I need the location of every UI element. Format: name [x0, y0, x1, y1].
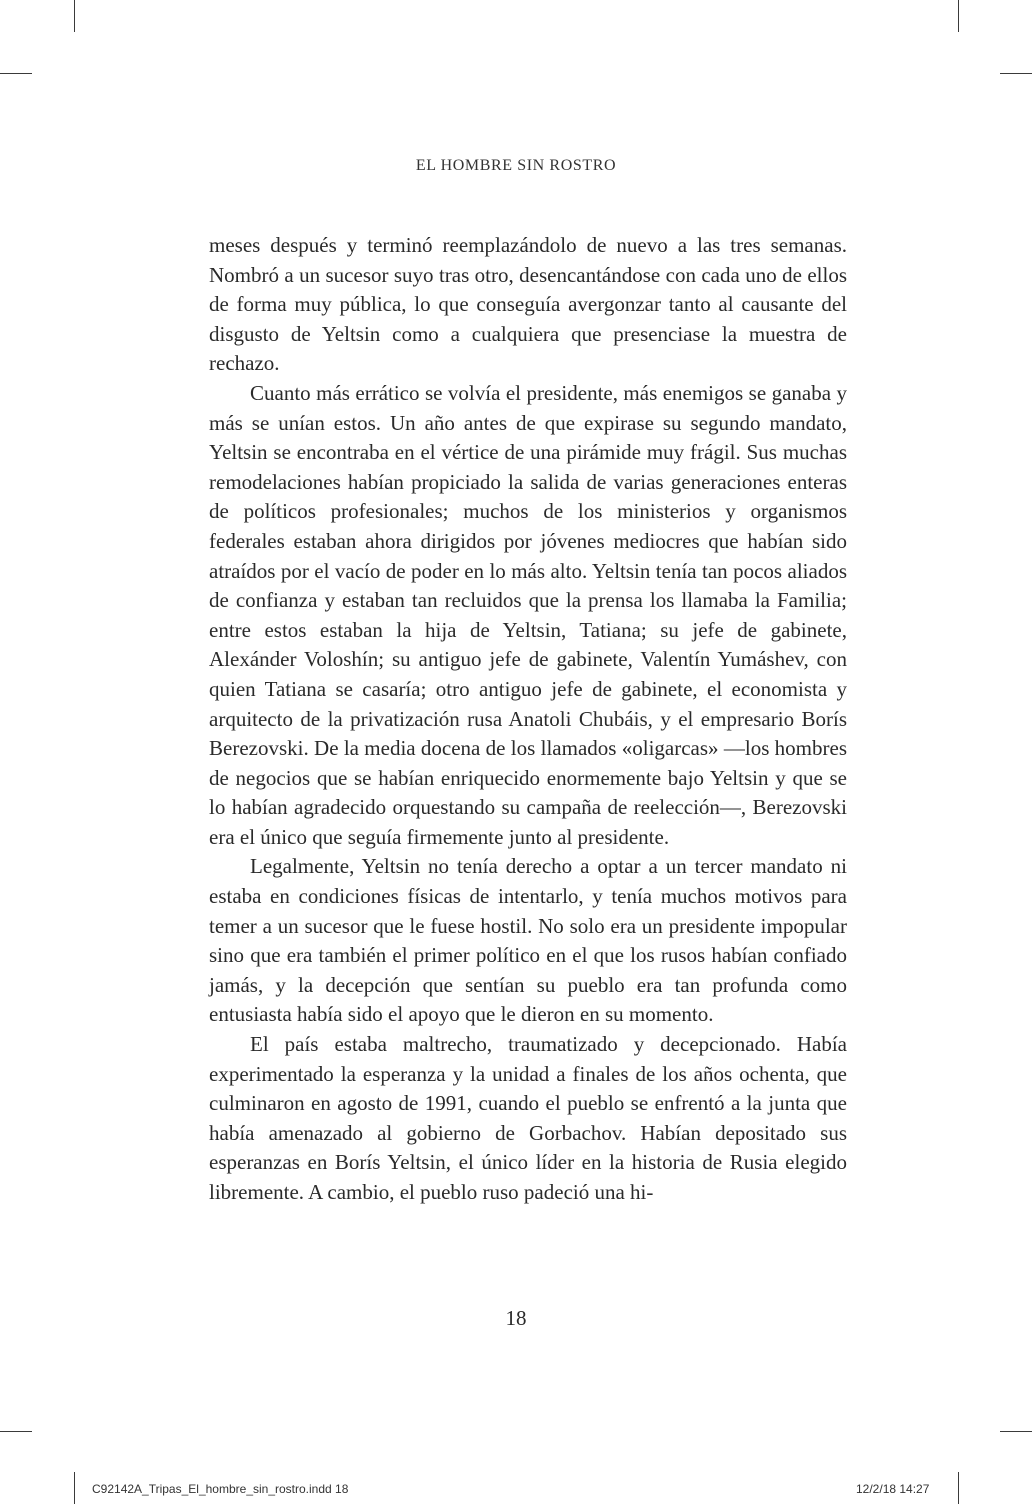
crop-mark-left-top — [0, 73, 32, 74]
paragraph: meses después y terminó reemplazándolo de nuevo a las tres semanas. Nombró a un sucesor suyo tras otro, desencantándose con cada uno de ellos de forma muy pública, lo que conseguía avergonzar tanto al causante del disgusto de Yeltsin como a cualquiera que presenciase la muestra de rechazo. — [209, 233, 847, 376]
crop-mark-bottom-left — [74, 1472, 75, 1504]
paragraph: Cuanto más errático se volvía el presidente, más enemigos se ganaba y más se unían estos. Un año antes de que expirase su segundo mandato, Yeltsin se encontraba en el vértice de una pirámide muy frágil. Sus muchas remodelaciones habían propiciado la salida de varias generaciones enteras de políticos profesionales; muchos de los ministerios y organismos federales estaban ahora dirigidos por jóvenes mediocres que habían sido atraídos por el vacío de poder en lo más alto. Yeltsin tenía tan pocos aliados de confianza y estaban tan recluidos que la prensa los llamaba la Familia; entre estos estaban la hija de Yeltsin, Tatiana; su jefe de gabinete, Alexánder Voloshín; su antiguo jefe de gabinete, Valentín Yumáshev, con quien Tatiana se casaría; otro antiguo jefe de gabinete, el economista y arquitecto de la privatización rusa Anatoli Chubáis, y el empresario Borís Berezovski. De la media docena de los llamados «oligarcas» —los hombres de negocios que se habían enriquecido enormemente bajo Yeltsin y que se lo habían agradecido orquestando su campaña de reelección—, Berezovski era el único que seguía firmemente junto al presidente. — [209, 380, 847, 849]
crop-mark-top-right — [958, 0, 959, 32]
paragraph: Legalmente, Yeltsin no tenía derecho a optar a un tercer mandato ni estaba en condiciones físicas de intentarlo, y tenía muchos motivos para temer a un sucesor que le fuese hostil. No solo era un presidente impopular sino que era también el primer político en el que los rusos habían confiado jamás, y la decepción que sentían su pueblo era tan profunda como entusiasta había sido el apoyo que le dieron en su momento. — [209, 854, 847, 1027]
crop-mark-right-top — [1000, 73, 1032, 74]
page-number: 18 — [505, 1306, 527, 1330]
crop-mark-left-bottom — [0, 1431, 32, 1432]
crop-mark-right-bottom — [1000, 1431, 1032, 1432]
body-text — [209, 231, 847, 1208]
crop-mark-top-left — [74, 0, 75, 32]
paragraph: El país estaba maltrecho, traumatizado y decepcionado. Había experimentado la esperanza y la unidad a finales de los años ochenta, que culminaron en agosto de 1991, cuando el pueblo se enfrentó a la junta que había amenazado al gobierno de Gorbachov. Habían depositado sus esperanzas en Borís Yeltsin, el único líder en la historia de Rusia elegido libremente. A cambio, el pueblo ruso padeció una hi- — [209, 1032, 847, 1204]
slug-timestamp: 12/2/18 14:27 — [856, 1482, 930, 1496]
slug-file-info: C92142A_Tripas_El_hombre_sin_rostro.indd 18 — [92, 1482, 349, 1496]
running-head: EL HOMBRE SIN ROSTRO — [415, 157, 617, 174]
crop-mark-bottom-right — [958, 1472, 959, 1504]
